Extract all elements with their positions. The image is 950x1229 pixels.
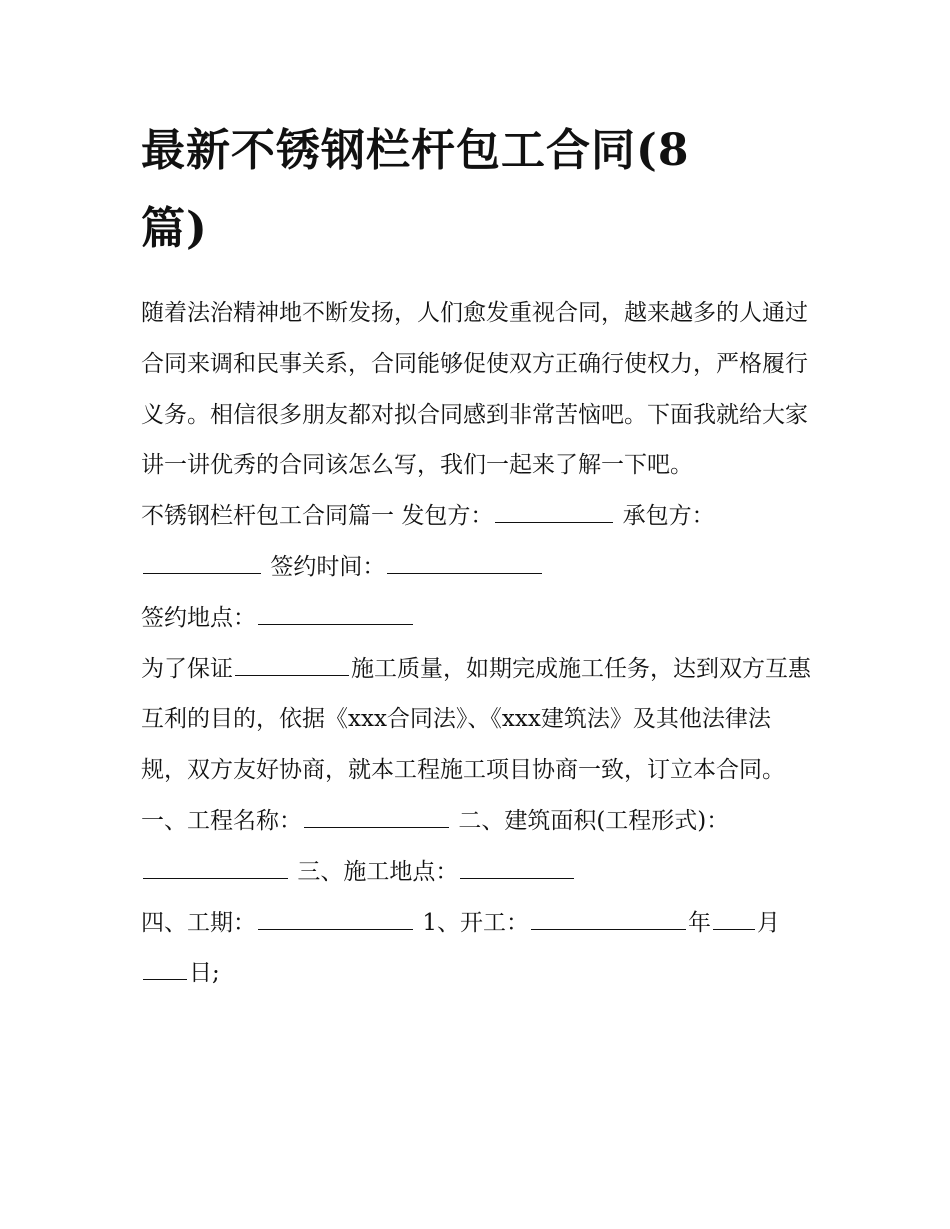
intro-paragraph: 随着法治精神地不断发扬，人们愈发重视合同，越来越多的人通过合同来调和民事关系，合同能够促使双方正确行使权力，严格履行义务。相信很多朋友都对拟合同感到非常苦恼吧。下面我就给大家讲一讲优秀的合同该怎么写，我们一起来了解一下吧。 <box>141 300 808 479</box>
document-content <box>141 112 813 999</box>
project-blank <box>235 674 349 676</box>
project-name-label: 一、工程名称： <box>141 807 302 834</box>
construction-site-blank <box>460 877 574 879</box>
document-body <box>141 288 813 999</box>
employer-blank <box>495 521 613 523</box>
sign-time-blank <box>387 572 542 574</box>
duration-blank <box>258 928 413 930</box>
year-label: 年 <box>687 909 711 936</box>
sign-place-label: 签约地点： <box>141 604 256 631</box>
project-name-blank <box>304 826 449 828</box>
start-year-blank <box>531 928 686 930</box>
employer-label: 发包方： <box>401 503 494 530</box>
month-label: 月 <box>756 909 780 936</box>
project-info-line <box>141 796 813 898</box>
start-month-blank <box>713 928 755 930</box>
contractor-blank <box>143 572 261 574</box>
contract-heading: 不锈钢栏杆包工合同篇一 <box>141 503 394 530</box>
purpose-paragraph <box>141 644 813 796</box>
sign-place-line <box>141 593 813 644</box>
building-area-blank <box>143 877 288 879</box>
day-label: 日; <box>189 960 220 987</box>
duration-label: 四、工期： <box>141 909 256 936</box>
building-area-label: 二、建筑面积(工程形式)： <box>458 807 730 834</box>
sign-place-blank <box>258 623 413 625</box>
contract-header-line <box>141 491 813 593</box>
start-label: 1、开工： <box>422 909 529 936</box>
start-day-blank <box>143 978 187 980</box>
sign-time-label: 签约时间： <box>270 553 386 580</box>
contractor-label: 承包方： <box>622 503 715 530</box>
purpose-prefix: 为了保证 <box>141 655 233 682</box>
construction-site-label: 三、施工地点： <box>297 858 459 885</box>
document-title: 最新不锈钢栏杆包工合同(8篇) <box>141 125 690 254</box>
duration-line <box>141 898 813 1000</box>
purpose-suffix: 施工质量，如期完成施工任务，达到双方互惠互利的目的，依据《xxx合同法》、《xxx建筑法》及其他法律法规，双方友好协商，就本工程施工项目协商一致，订立本合同。 <box>141 655 811 784</box>
